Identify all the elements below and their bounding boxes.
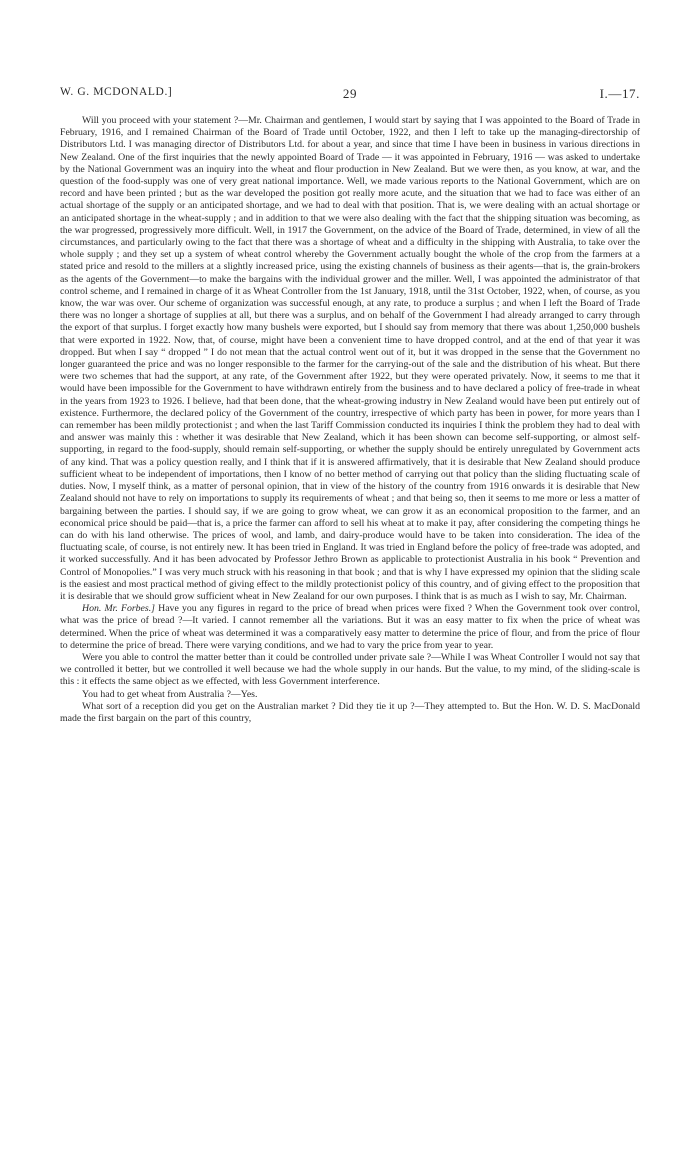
paragraph-text: Have you any figures in regard to the price of bread when prices were fixed ? When the Government took over control, what was the price of bread ?—It varied. I cannot remember all the variations. But it was an easy matter to fix when the price of wheat was determined. When the price of wheat was determined it was a comparatively easy matter to determine the price of flour, and from the price of flour to determine the price of bread. There were varying conditions, and we had to vary the price from year to year. (60, 603, 641, 651)
paragraph (60, 701, 640, 725)
paragraph-text: What sort of a reception did you get on the Australian market ? Did they tie it up ?—They attempted to. But the Hon. W. D. S. MacDonald made the first bargain on the part of this country, (60, 700, 640, 724)
paragraph (60, 603, 640, 652)
body-text (60, 115, 640, 725)
paragraph-text: Were you able to control the matter better than it could be controlled under private sale ?—While I was Wheat Controller I would not say that we controlled it better, but we controlled it well because we had the whole supply in our hands. But the value, to my mind, of the sliding-scale is this : it effects the same object as we effected, with less Government interference. (60, 651, 640, 688)
paragraph-text: You had to get wheat from Australia ?—Yes. (82, 688, 258, 700)
paper-reference: I.—17. (599, 86, 640, 101)
paragraph-text: Will you proceed with your statement ?—Mr. Chairman and gentlemen, I would start by saying that I was appointed to the Board of Trade in February, 1916, and I remained Chairman of the Board of Trade until October, 1922, and then I left to take up the managing-directorship of Distributors Ltd. I was managing director of Distributors Ltd. for about a year, and since that time I have been in business in various directions in New Zealand. One of the first inquiries that the newly appointed Board of Trade — it was appointed in February, 1916 — was asked to undertake by the National Government was an inquiry into the wheat and flour production in New Zealand. But we were then, as you know, at war, and the question of the food-supply was one of very great national importance. Well, we made various reports to the National Government, which are on record and have been printed ; but as the war developed the position got really more acute, and the situation that we had to face was either of an actual shortage of the supply or an anticipated shortage, and we had to deal with that position. That is, we were dealing with an actual shortage or an anticipated shortage in the wheat-supply ; and in addition to that we were also dealing with the fact that the shipping situation was becoming, as the war progressed, progressively more difficult. Well, in 1917 the Government, on the advice of the Board of Trade, determined, in view of all the circumstances, and particularly owing to the fact that there was a shortage of wheat and a difficulty in the shipping with Australia, to take over the whole supply ; and they set up a system of wheat control whereby the Government actually bought the whole of the crop from the farmers at a stated price and resold to the millers at a slightly increased price, using the existing channels of business as their agents—that is, the grain-brokers as the agents of the Government—to make the bargains with the individual grower and the miller. Well, I was appointed the administrator of that control scheme, and I remained in charge of it as Wheat Controller from the 1st January, 1918, until the 31st October, 1922, when, of course, as you know, the war was over. Our scheme of organization was successful enough, at any rate, to produce a surplus ; and when I left the Board of Trade there was no longer a shortage of supplies at all, but there was a surplus, and on behalf of the Government I had already arranged to carry through the export of that surplus. I forget exactly how many bushels were exported, but I should say from memory that there was about 1,250,000 bushels that were exported in 1922. Now, that, of course, might have been a convenient time to have dropped control, and at the end of that year it was dropped. But when I say “ dropped ” I do not mean that the actual control went out of it, but it was dropped in the sense that the Government no longer guaranteed the price and was no longer responsible to the farmer for the carrying-out of the sale and the distribution of his wheat. But there were two schemes that had the support, at any rate, of the Government after 1922, but they were operated privately. Now, it seems to me that it would have been impossible for the Government to have withdrawn entirely from the business and to have declared a policy of free-trade in wheat in the years from 1923 to 1926. I believe, had that been done, that the wheat-growing industry in New Zealand would have been put entirely out of existence. Furthermore, the declared policy of the Government of the country, irrespective of which party has been in power, for more years than I can remember has been mildly protectionist ; and when the last Tariff Commission conducted its inquiries I think the problem they had to deal with and answer was mainly this : whether it was desirable that New Zealand, which it has been shown can become self-supporting, or almost self-supporting, in regard to the food-supply, should remain self-supporting, or whether the supply should be entirely unregulated by Government acts of any kind. That was a policy question really, and I think that if it is answered affirmatively, that it is desirable that New Zealand should produce sufficient wheat to be independent of importations, then I know of no better method of carrying out that policy than the sliding fluctuating scale of duties. Now, I myself think, as a matter of personal opinion, that in view of the history of the country from 1916 onwards it is desirable that New Zealand should not have to rely on importations to supply its requirements of wheat ; and that being so, then it seems to me more or less a matter of bargaining between the parties. I should say, if we are going to grow wheat, we can grow it as an economical proposition to the farmer, and an economical price should be paid—that is, a price the farmer can afford to sell his wheat at to make it pay, after considering the competing things he can do with his land otherwise. The prices of wool, and lamb, and dairy-produce would have to be taken into consideration. The idea of the fluctuating scale, of course, is not entirely new. It has been tried in England. It was tried in England before the policy of free-trade was adopted, and it worked successfully. And it has been advocated by Professor Jethro Brown as applicable to protectionist Australia in his book “ Prevention and Control of Monopolies.” I was very much struck with his reasoning in that book ; and that is why I have expressed my opinion that the sliding scale is the easiest and most practical method of giving effect to the mildly protectionist policy of this country, and of giving effect to the proposition that it is desirable that we should grow sufficient wheat in New Zealand for our own purposes. I think that is as much as I wish to say, Mr. Chairman. (60, 115, 640, 602)
page-number: 29 (342, 86, 358, 101)
header-witness-name: W. G. MCDONALD.] (60, 86, 173, 98)
paragraph (60, 115, 640, 603)
speaker-label: Hon. Mr. Forbes.] (82, 603, 155, 615)
paragraph (60, 652, 640, 689)
paragraph (60, 689, 640, 701)
running-header (60, 86, 640, 104)
